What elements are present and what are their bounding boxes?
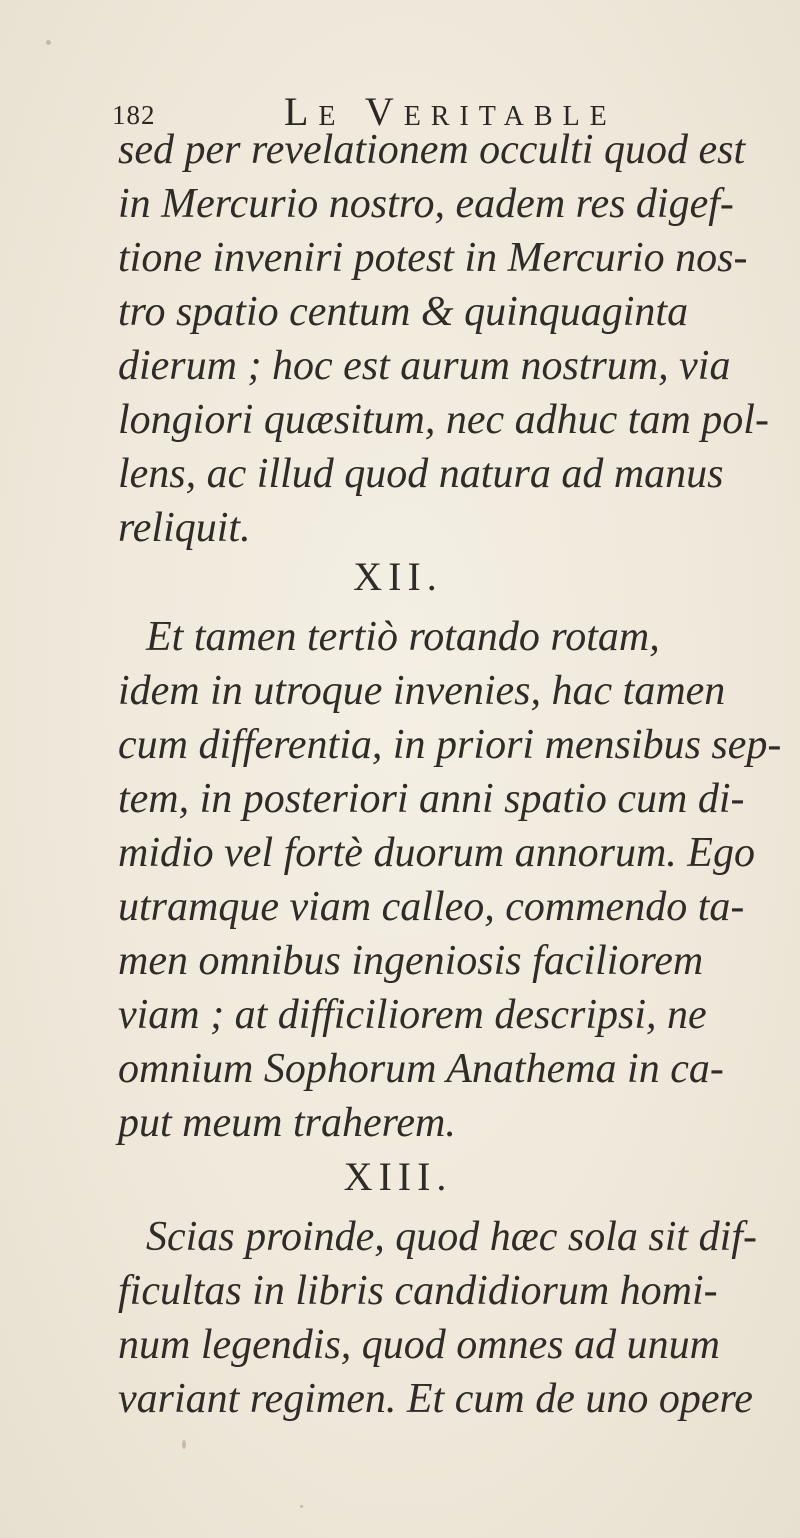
text-line: longiori quæsitum, nec adhuc tam pol- <box>118 397 769 443</box>
running-title: Le Veritable <box>284 89 617 134</box>
section-numeral-13: XIII. <box>343 1154 453 1199</box>
paper-speck <box>300 1505 303 1508</box>
text-line: idem in utroque invenies, hac tamen <box>118 668 726 714</box>
text-line: midio vel fortè duorum annorum. Ego <box>118 830 755 876</box>
paper-speck <box>182 1440 186 1449</box>
text-line: Scias proinde, quod hæc sola sit dif- <box>146 1214 757 1260</box>
text-line: cum differentia, in priori mensibus sep- <box>118 722 782 768</box>
text-line: men omnibus ingeniosis faciliorem <box>118 938 704 984</box>
text-line: ficultas in libris candidiorum homi- <box>118 1268 718 1314</box>
text-line: dierum ; hoc est aurum nostrum, via <box>118 343 731 389</box>
text-line: tro spatio centum & quinquaginta <box>118 289 689 335</box>
text-line: put meum traherem. <box>118 1100 456 1146</box>
text-line: Et tamen tertiò rotando rotam, <box>146 614 660 660</box>
text-line: tione inveniri potest in Mercurio nos- <box>118 235 748 281</box>
text-line: reliquit. <box>118 505 251 551</box>
text-line: sed per revelationem occulti quod est <box>118 127 746 173</box>
text-line: tem, in posteriori anni spatio cum di- <box>118 776 745 822</box>
text-line: num legendis, quod omnes ad unum <box>118 1322 720 1368</box>
text-line: lens, ac illud quod natura ad manus <box>118 451 724 497</box>
text-line: utramque viam calleo, commendo ta- <box>118 884 745 930</box>
text-line: viam ; at difficiliorem descripsi, ne <box>118 992 707 1038</box>
text-line: omnium Sophorum Anathema in ca- <box>118 1046 724 1092</box>
section-numeral-12: XII. <box>353 554 443 599</box>
paper-speck <box>46 40 51 45</box>
page-number: 182 <box>112 100 156 130</box>
text-line: variant regimen. Et cum de uno opere <box>118 1376 753 1422</box>
text-line: in Mercurio nostro, eadem res digef- <box>118 181 734 227</box>
